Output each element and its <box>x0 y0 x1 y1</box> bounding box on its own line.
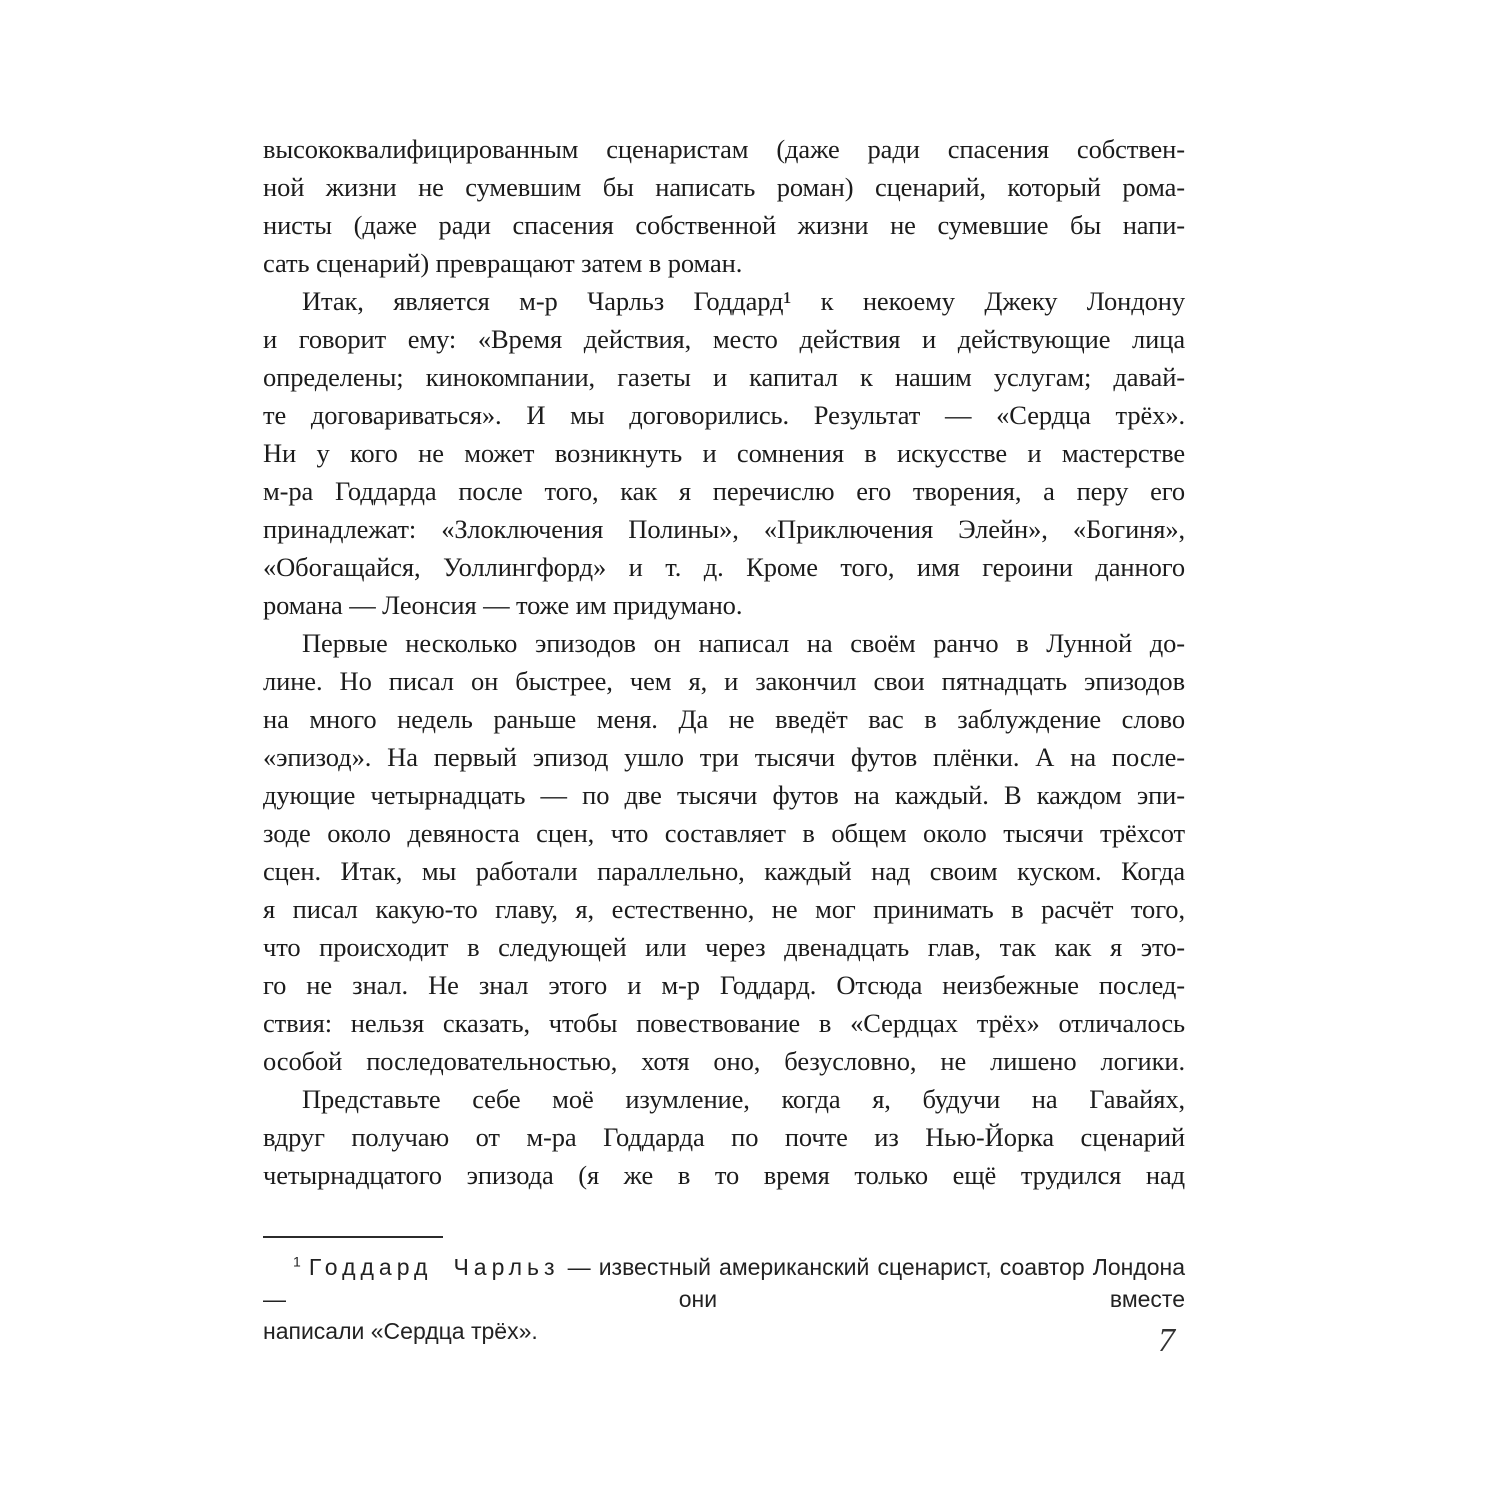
text-line: «эпизод». На первый эпизод ушло три тысячи футов плёнки. А на после- <box>263 742 1185 772</box>
text-line: вдруг получаю от м-ра Годдарда по почте из Нью-Йорка сценарий <box>263 1122 1185 1152</box>
text-line: нисты (даже ради спасения собственной жизни не сумевшие бы напи- <box>263 210 1185 240</box>
text-line: лине. Но писал он быстрее, чем я, и закончил свои пятнадцать эпизодов <box>263 666 1185 696</box>
text-line: Итак, является м-р Чарльз Годдард¹ к некоему Джеку Лондону <box>302 286 1185 316</box>
text-line: сцен. Итак, мы работали параллельно, каждый над своим куском. Когда <box>263 856 1185 886</box>
text-block <box>263 130 1185 1194</box>
footnote-person-name: Годдард Чарльз <box>308 1254 560 1280</box>
text-line: го не знал. Не знал этого и м-р Годдард. Отсюда неизбежные послед- <box>263 970 1185 1000</box>
text-line: «Обогащайся, Уоллингфорд» и т. д. Кроме того, имя героини данного <box>263 552 1185 582</box>
text-line: и говорит ему: «Время действия, место действия и действующие лица <box>263 324 1185 354</box>
text-line: высококвалифицированным сценаристам (даже ради спасения собствен- <box>263 134 1185 164</box>
text-line: я писал какую-то главу, я, естественно, не мог принимать в расчёт того, <box>263 894 1185 924</box>
footnote-line: написали «Сердца трёх». <box>263 1318 538 1344</box>
footnote-marker: 1 <box>293 1253 301 1270</box>
text-line: ствия: нельзя сказать, чтобы повествование в «Сердцах трёх» отличалось <box>263 1008 1185 1038</box>
text-line: зоде около девяноста сцен, что составляет в общем около тысячи трёхсот <box>263 818 1185 848</box>
footnote-line <box>263 1251 1185 1315</box>
text-line: те договариваться». И мы договорились. Результат — «Сердца трёх». <box>263 400 1185 430</box>
text-line: что происходит в следующей или через двенадцать глав, так как я это- <box>263 932 1185 962</box>
text-line: особой последовательностью, хотя оно, безусловно, не лишено логики. <box>263 1046 1185 1076</box>
text-line: на много недель раньше меня. Да не введёт вас в заблуждение слово <box>263 704 1185 734</box>
text-line: Ни у кого не может возникнуть и сомнения в искусстве и мастерстве <box>263 438 1185 468</box>
text-line: дующие четырнадцать — по две тысячи футов на каждый. В каждом эпи- <box>263 780 1185 810</box>
page-number: 7 <box>1158 1322 1175 1359</box>
footnote-text: — известный американский сценарист, соавтор Лондона — они вместе <box>263 1254 1186 1312</box>
text-line: ной жизни не сумевшим бы написать роман) сценарий, который рома- <box>263 172 1185 202</box>
text-line: романа — Леонсия — тоже им придумано. <box>263 590 743 620</box>
footnote-divider <box>263 1236 443 1238</box>
text-line: определены; кинокомпании, газеты и капитал к нашим услугам; давай- <box>263 362 1185 392</box>
text-line: Представьте себе моё изумление, когда я, будучи на Гавайях, <box>302 1084 1185 1114</box>
text-line: Первые несколько эпизодов он написал на своём ранчо в Лунной до- <box>302 628 1185 658</box>
text-line: м-ра Годдарда после того, как я перечислю его творения, а перу его <box>263 476 1185 506</box>
text-line: четырнадцатого эпизода (я же в то время только ещё трудился над <box>263 1160 1185 1190</box>
text-line: сать сценарий) превращают затем в роман. <box>263 248 743 278</box>
text-line: принадлежат: «Злоключения Полины», «Приключения Элейн», «Богиня», <box>263 514 1185 544</box>
